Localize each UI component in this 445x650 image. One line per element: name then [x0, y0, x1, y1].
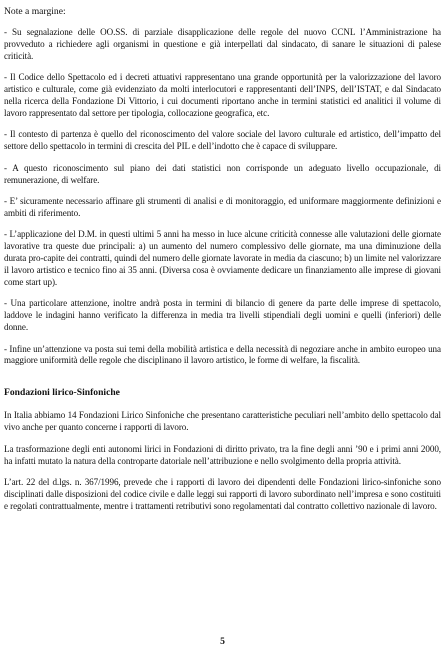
document-page [4, 6, 441, 522]
notes-heading: Note a margine: [4, 6, 66, 17]
note-paragraph: - Una particolare attenzione, inoltre andrà posta in termini di bilancio di genere da parte delle imprese di spettacolo, laddove le indagini hanno verificato la differenza in media tra livelli stipendiali degli uomini e quelli (inferiori) delle donne. [4, 298, 441, 333]
section-paragraph: In Italia abbiamo 14 Fondazioni Lirico Sinfoniche che presentano caratteristiche peculiari nell’ambito dello spettacolo dal vivo anche per quanto concerne i rapporti di lavoro. [4, 410, 441, 433]
section-paragraph: L’art. 22 del d.lgs. n. 367/1996, prevede che i rapporti di lavoro dei dipendenti delle Fondazioni lirico-sinfoniche sono disciplinati dalle disposizioni del codice civile e dalle leggi sui rapporti di lavoro subordinato nell’impresa e sono costituiti e regolati contrattualmente, mentre i trattamenti retributivi sono regolamentati dal contratto collettivo nazionale di lavoro. [4, 476, 441, 511]
note-paragraph: - A questo riconoscimento sul piano dei dati statistici non corrisponde un adeguato livello occupazionale, di remunerazione, di welfare. [4, 162, 441, 185]
note-paragraph: - Il contesto di partenza è quello del riconoscimento del valore sociale del lavoro culturale ed artistico, dell’impatto del settore dello spettacolo in termini di crescita del PIL e dell’indotto che è capace di sviluppare. [4, 129, 441, 152]
note-paragraph: - E’ sicuramente necessario affinare gli strumenti di analisi e di monitoraggio, ed uniformare maggiormente definizioni e ambiti di riferimento. [4, 195, 441, 218]
note-paragraph: - Infine un’attenzione va posta sui temi della mobilità artistica e della necessità di negoziare anche in ambito europeo una maggiore uniformità delle regole che disciplinano il lavoro artistico, le forme di welfare, la fiscalità. [4, 343, 441, 366]
note-paragraph: - L’applicazione del D.M. in questi ultimi 5 anni ha messo in luce alcune criticità connesse alle valutazioni delle giornate lavorative tra queste due principali: a) un aumento del numero complessivo delle giornate, ma una diminuzione della durata pro-capite dei contratti, quindi del numero delle giornate lavorate in media da ciascuno; b) un limite nel valorizzare il lavoro artistico e tecnico fino ai 35 anni. (Diversa cosa è ovviamente dedicare un finanziamento alle imprese di giovani come start up). [4, 229, 441, 287]
note-paragraph: - Il Codice dello Spettacolo ed i decreti attuativi rappresentano una grande opportunità per la valorizzazione del lavoro artistico e culturale, come già evidenziato da molti interlocutori e rappresentanti dell’INPS, dell’ISTAT, e dal Sindacato nella ricerca della Fondazione Di Vittorio, i cui documenti riportano anche in termini statistici ed analitici il volume di lavoro rappresentato dal settore per tipologia, collocazione geografica, etc. [4, 72, 441, 118]
page-number: 5 [220, 636, 225, 647]
section-title: Fondazioni lirico-Sinfoniche [4, 387, 120, 399]
note-paragraph: - Su segnalazione delle OO.SS. di parziale disapplicazione delle regole del nuovo CCNL l’Amministrazione ha provveduto a richiedere agli organismi in questione e già interpellati dal sindacato, di sanare le situazioni di palese criticità. [4, 27, 441, 61]
section-paragraph: La trasformazione degli enti autonomi lirici in Fondazioni di diritto privato, tra la fine degli anni ’90 e i primi anni 2000, ha infatti mutato la natura della controparte datoriale nell’attribuzione e nello svolgimento della propria attività. [4, 443, 441, 466]
